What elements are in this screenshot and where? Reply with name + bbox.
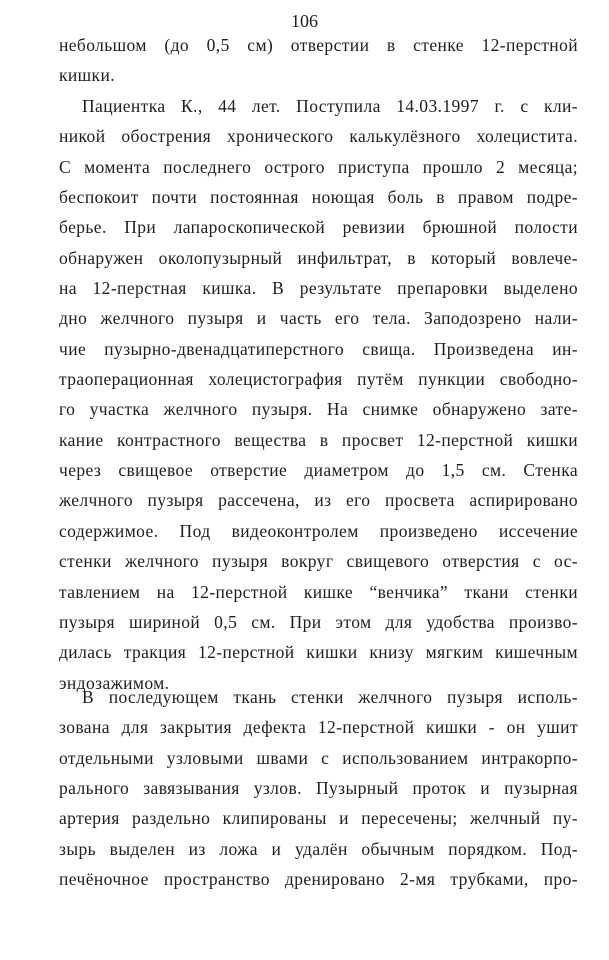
text-line: отдельными узловыми швами с использованием интракорпо- — [59, 747, 578, 768]
text-line: дно желчного пузыря и часть его тела. Заподозрено нали- — [59, 308, 578, 329]
text-line: тавлением на 12-перстной кишке “венчика” ткани стенки — [59, 581, 578, 602]
text-line: траоперационная холецистография путём пункции свободно- — [59, 369, 578, 390]
text-line: го участка желчного пузыря. На снимке обнаружено зате- — [59, 399, 578, 420]
text-line: желчного пузыря рассечена, из его просвета аспирировано — [59, 490, 578, 511]
text-line: пузыря шириной 0,5 см. При этом для удобства произво- — [59, 611, 578, 632]
text-line: зырь выделен из ложа и удалён обычным порядком. Под- — [59, 838, 578, 859]
text-line: В последующем ткань стенки желчного пузыря исполь- — [82, 687, 578, 707]
text-line: рального завязывания узлов. Пузырный проток и пузырная — [59, 778, 578, 799]
text-line: С момента последнего острого приступа прошло 2 месяца; — [59, 156, 578, 177]
text-line: на 12-перстная кишка. В результате препаровки выделено — [59, 278, 578, 299]
text-line: беспокоит почти постоянная ноющая боль в правом подре- — [59, 187, 578, 208]
paragraph-1 — [59, 30, 578, 91]
text-line: содержимое. Под видеоконтролем произведено иссечение — [59, 520, 578, 541]
text-line: печёночное пространство дренировано 2-мя трубками, про- — [59, 869, 578, 890]
text-line: небольшом (до 0,5 см) отверстии в стенке 12-перстной — [59, 35, 578, 55]
text-line: кание контрастного вещества в просвет 12-перстной кишки — [59, 429, 578, 450]
page-number: 106 — [291, 11, 318, 31]
text-line: эндозажимом. — [59, 672, 170, 693]
text-line: артерия раздельно клипированы и пересечены; желчный пу- — [59, 808, 578, 829]
text-line: кишки. — [59, 65, 115, 86]
text-line: дилась тракция 12-перстной кишки книзу мягким кишечным — [59, 642, 578, 663]
paragraph-2 — [59, 91, 578, 698]
text-line: Пациентка К., 44 лет. Поступила 14.03.1997 г. с кли- — [82, 96, 578, 116]
text-line: стенки желчного пузыря вокруг свищевого отверстия с ос- — [59, 551, 578, 572]
text-line: зована для закрытия дефекта 12-перстной кишки - он ушит — [59, 717, 578, 738]
text-line: никой обострения хронического калькулёзного холецистита. — [59, 126, 578, 147]
paragraph-3 — [59, 682, 578, 894]
text-line: обнаружен околопузырный инфильтрат, в который вовлече- — [59, 247, 578, 268]
text-line: чие пузырно-двенадцатиперстного свища. Произведена ин- — [59, 338, 578, 359]
text-line: берье. При лапароскопической ревизии брюшной полости — [59, 217, 578, 238]
text-line: через свищевое отверстие диаметром до 1,5 см. Стенка — [59, 460, 578, 481]
